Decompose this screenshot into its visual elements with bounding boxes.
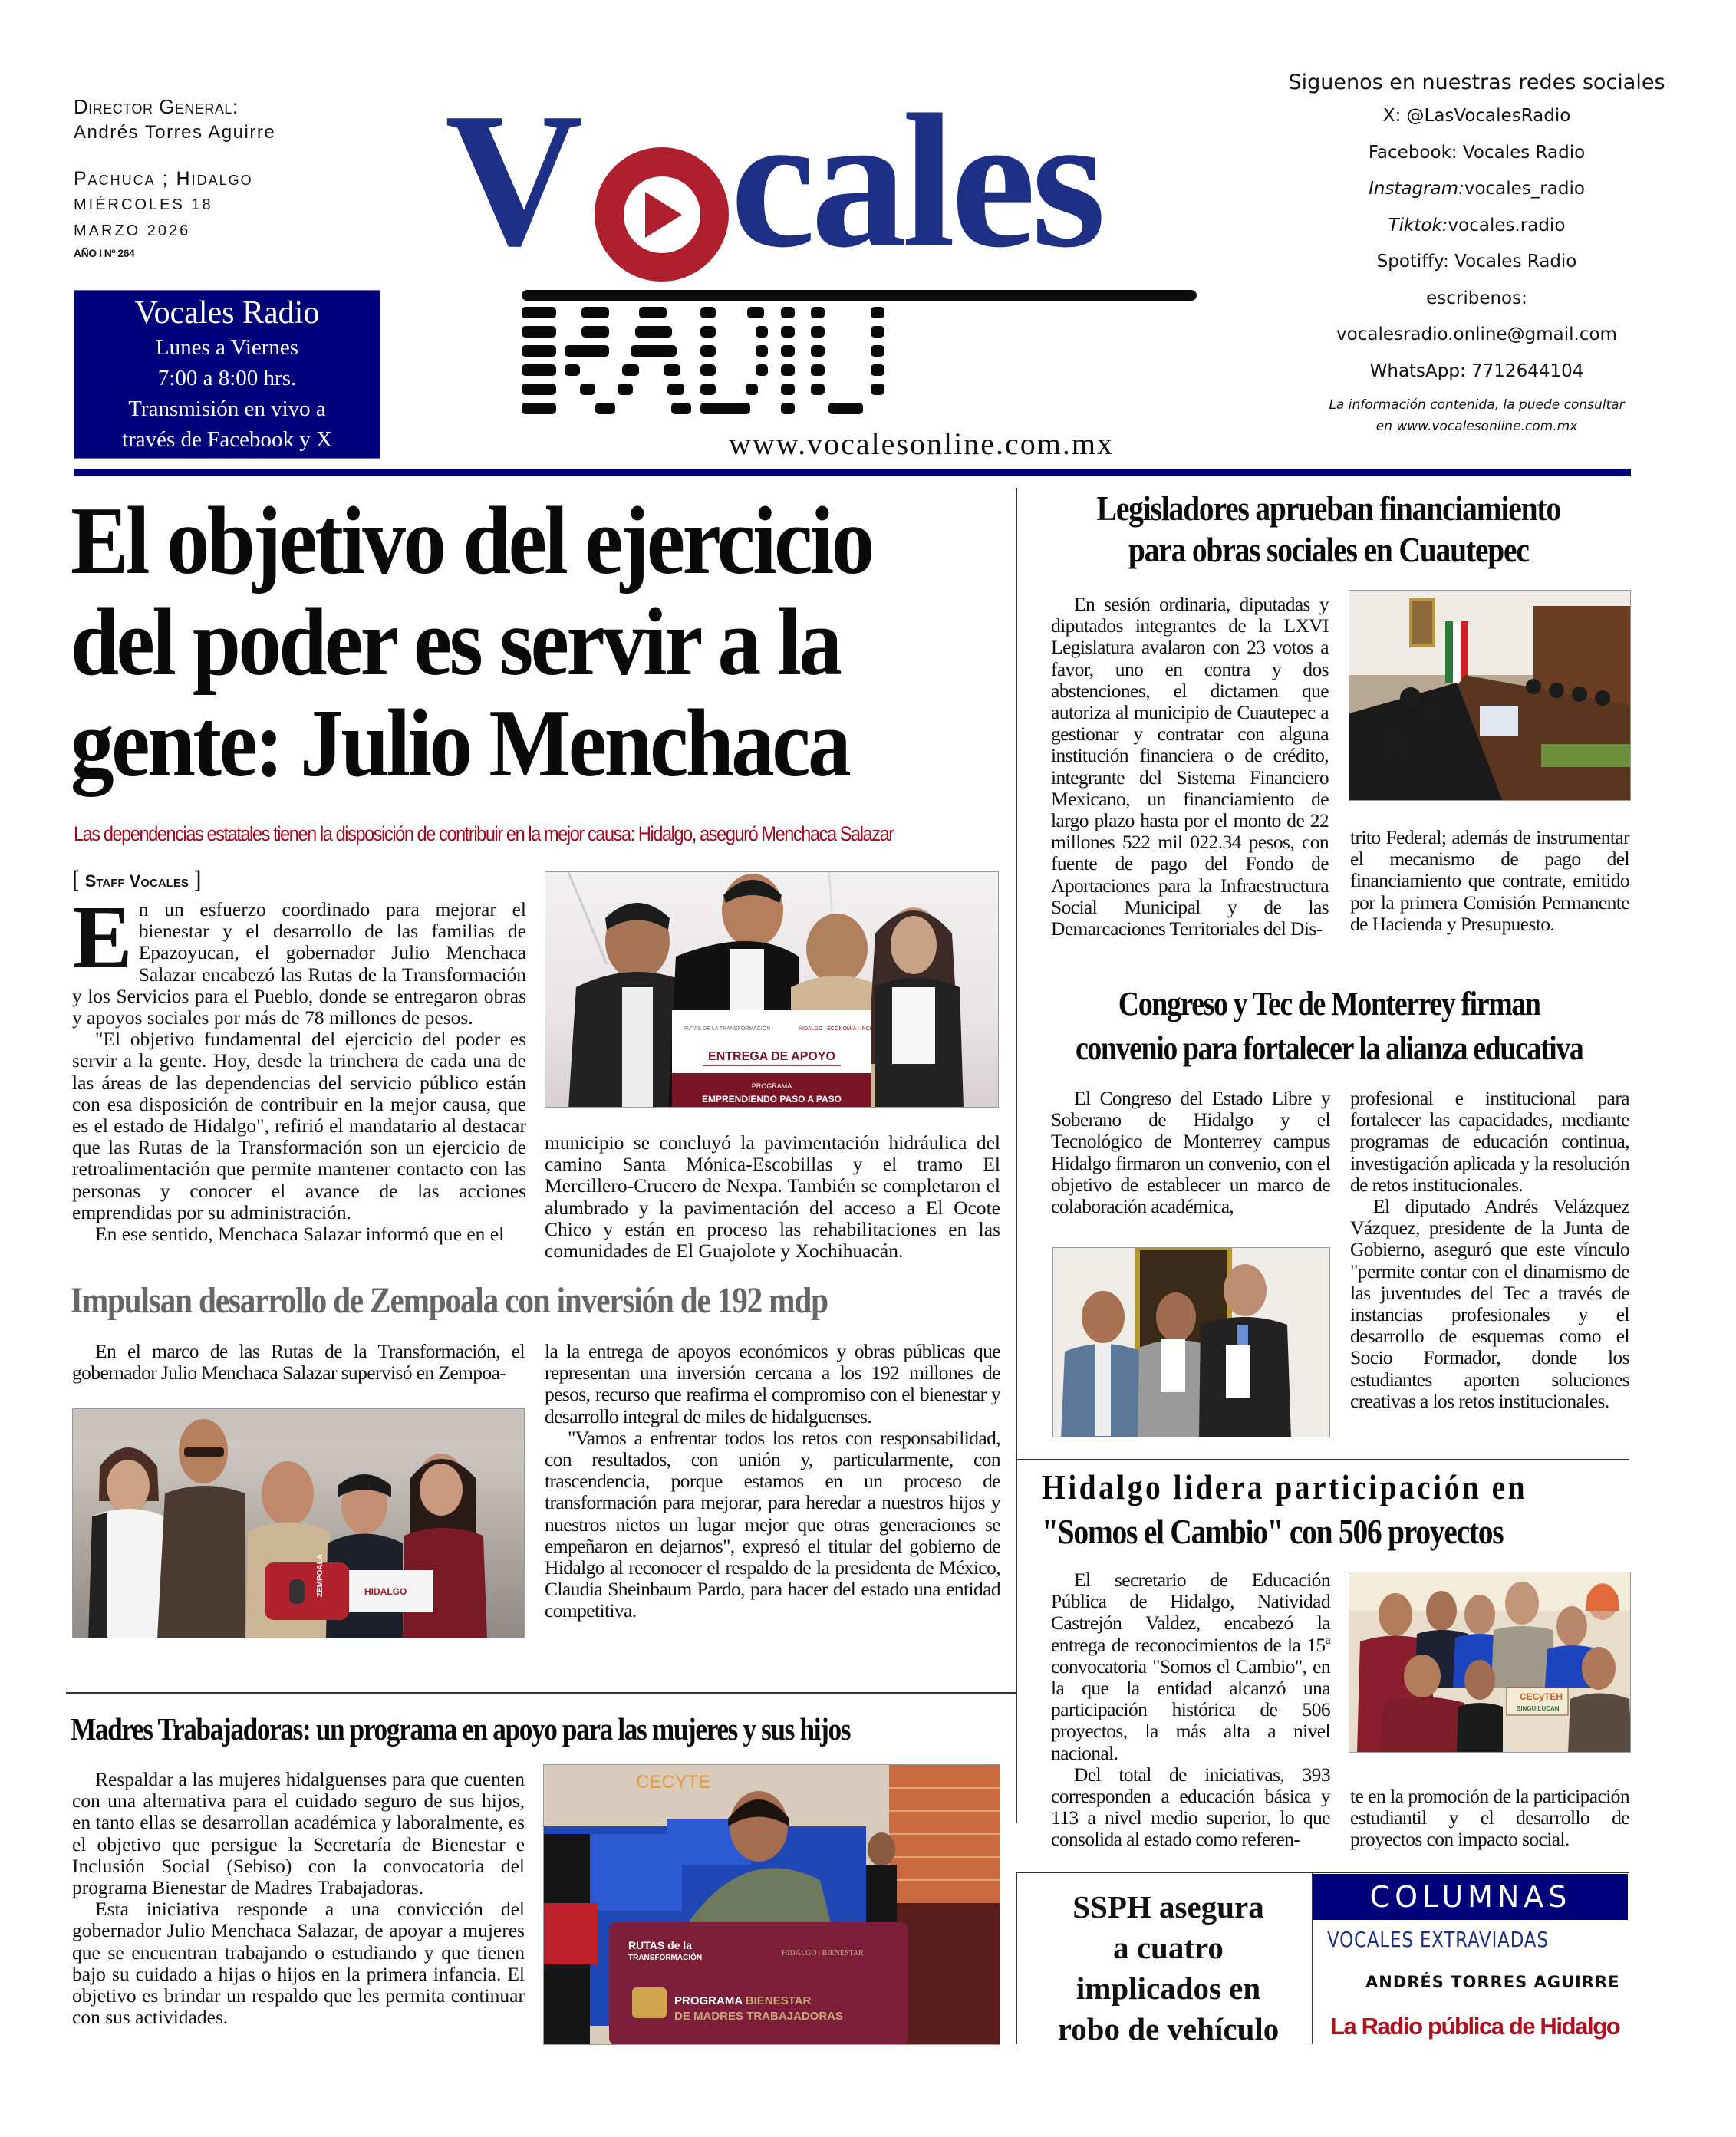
section-divider [1016, 1872, 1629, 1873]
svg-text:DE MADRES TRABAJADORAS: DE MADRES TRABAJADORAS [674, 2010, 844, 2023]
byline: [ Staff Vocales ] [72, 867, 202, 892]
social-x[interactable]: X: @LasVocalesRadio [1382, 106, 1571, 126]
radio-box-live-1: Transmisión en vivo a [128, 397, 326, 421]
svg-text:RUTAS de la: RUTAS de la [628, 1939, 692, 1951]
main-story-col1: En un esfuerzo coordinado para mejorar el bienestar y el desarrollo de las familias de Epazoyucan, el gobernador Julio Menchaca Salazar encabezó las Rutas de la Transformación y los Servicios para el Pueblo, donde se entregaron obras y apoyos sociales por más de 78 millones de pesos. "El objetivo fundamental del ejercicio del poder es servir a la gente. Hoy, desde la trinchera de cada una de las áreas de las dependencias del servicio público están con esa disposición de contribuir en la mejor causa, que es el estado de Hidalgo", refirió el mandatario al destacar que las Rutas de la Transformación son un ejercicio de retroalimentación que permite mantener contacto con las personas y conocer el avance de las acciones emprendidas por su administración. En ese sentido, Menchaca Salazar informó que en el [72, 887, 526, 1246]
svg-text:RUTAS DE LA TRANSFORMACIÓN: RUTAS DE LA TRANSFORMACIÓN [684, 1026, 771, 1032]
section-divider [1016, 1459, 1629, 1460]
issue-number: AÑO I Nº 264 [74, 247, 135, 259]
photo-legislatura-sesion [1349, 590, 1631, 801]
somos-headline[interactable]: Hidalgo lidera participación en "Somos el Cambio" con 506 proyectos [1042, 1467, 1528, 1551]
director-label: Director General: [74, 95, 239, 118]
svg-text:CECYTE: CECYTE [636, 1772, 711, 1793]
photo-somos-el-cambio [1349, 1572, 1631, 1753]
dropcap: E [72, 887, 133, 987]
social-spotify[interactable]: Spotiffy: Vocales Radio [1376, 252, 1577, 272]
svg-text:ENTREGA DE APOYO: ENTREGA DE APOYO [708, 1050, 835, 1063]
social-tiktok[interactable]: Tiktok:vocales.radio [1388, 215, 1566, 235]
column-author: ANDRÉS TORRES AGUIRRE [1365, 1973, 1620, 1991]
main-story-col2: municipio se concluyó la pavimentación hidráulica del camino Santa Mónica-Escobillas y el tramo El Mercillero-Crucero de Nexpa. También se completaron el alumbrado y la pavimentación del acceso a El Ocote Chico y están en proceso las rehabilitaciones en las comunidades de El Guajolote y Xochihuacán. [545, 1131, 1000, 1263]
zempoala-col2: la la entrega de apoyos económicos y obras públicas que representan una inversión cercana a los 192 millones de pesos, recurso que reafirma el compromiso con el bienestar y desarrollo integral de miles de hidalguenses. "Vamos a enfrentar todos los retos con responsabilidad, con resultados, con unión y, particularmente, con trascendencia, porque estamos en un proceso de transformación para mejorar, para heredar a nuestros hijos y nuestros nietos un lugar mejor que otras generaciones se empeñaron en dejarnos", expresó el titular del gobierno de Hidalgo al reconocer el respaldo de la presidenta de México, Claudia Sheinbaum Pardo, para hacer del estado una entidad competitiva. [545, 1340, 1000, 1622]
svg-text:ZEMPOALA: ZEMPOALA [316, 1553, 324, 1597]
radio-box-days: Lunes a Viernes [155, 335, 299, 360]
somos-col2: te en la promoción de la participación estudiantil y el desarrollo de proyectos con impacto social. [1350, 1785, 1629, 1851]
photo-zempoala [72, 1408, 525, 1638]
social-instagram[interactable]: Instagram:vocales_radio [1369, 179, 1585, 199]
info-note-url[interactable]: www.vocalesonline.com.mx [1396, 419, 1578, 434]
svg-text:CECyTEH: CECyTEH [1520, 1691, 1563, 1702]
logo-radio-dotmatrix [522, 307, 1258, 422]
svg-text:TRANSFORMACIÓN: TRANSFORMACIÓN [628, 1954, 703, 1962]
madres-body: Respaldar a las mujeres hidalguenses para que cuenten con una alternativa para el cuidado seguro de sus hijos, en tanto ellas se desarrollan académica y laboralmente, es el objetivo que persigue la Secretaría de Bienestar e Inclusión Social (Sebiso) con la convocatoria del programa Bienestar de Madres Trabajadoras. Esta iniciativa responde a una convicción del gobernador Julio Menchaca Salazar, de apoyar a mujeres que se encuentran trabajando o estudiando y que tienen bajo su cuidado a hijas o hijos en la primera infancia. El objetivo es brindar un respaldo que les permita continuar con sus actividades. [72, 1768, 525, 2029]
tec-col1: El Congreso del Estado Libre y Soberano de Hidalgo y el Tecnológico de Monterrey campus Hidalgo firmaron un convenio, con el objetivo de establecer un marco de colaboración académica, [1051, 1087, 1330, 1218]
photo-madres-trabajadoras [543, 1764, 1000, 2045]
logo-divider [522, 290, 1197, 301]
radio-box-live-2: través de Facebook y X [122, 427, 332, 452]
logo-word-rest: cales [730, 75, 1102, 288]
social-facebook[interactable]: Facebook: Vocales Radio [1368, 142, 1586, 163]
social-heading: Siguenos en nuestras redes sociales [1288, 71, 1665, 94]
masthead-divider [74, 469, 1631, 476]
zempoala-headline[interactable]: Impulsan desarrollo de Zempoala con inversión de 192 mdp [71, 1280, 828, 1321]
social-media-block [1273, 68, 1680, 437]
photo-entrega-apoyo [545, 871, 999, 1108]
tec-headline[interactable]: Congreso y Tec de Monterrey firman convenio para fortalecer la alianza educativa [1075, 985, 1583, 1067]
svg-text:PROGRAMA BIENESTAR: PROGRAMA BIENESTAR [674, 1994, 812, 2007]
tec-col2: profesional e institucional para fortalecer las capacidades, mediante programas de educación continua, investigación aplicada y la resolución de retos institucionales. El diputado Andrés Velázquez Vázquez, presidente de la Junta de Gobierno, aseguró que este vínculo "permite contar con el dinamismo de las juventudes del Tec a través de instancias profesionales y el desarrollo de esquemas como el Socio Formador, donde los estudiantes aporten soluciones creativas a los retos institucionales. [1350, 1087, 1629, 1412]
svg-text:HIDALGO | ECONOMÍA | INCE: HIDALGO | ECONOMÍA | INCE [799, 1026, 874, 1032]
masthead-info [74, 94, 380, 259]
cuautepec-headline[interactable]: Legisladores aprueban financiamiento para obras sociales en Cuautepec [1096, 489, 1560, 569]
main-headline[interactable]: El objetivo del ejercicio del poder es servir a la gente: Julio Menchaca [71, 488, 872, 797]
column-vocales-extraviadas[interactable]: VOCALES EXTRAVIADAS [1327, 1927, 1549, 1952]
svg-text:EMPRENDIENDO PASO A PASO: EMPRENDIENDO PASO A PASO [701, 1094, 842, 1105]
radio-box-time: 7:00 a 8:00 hrs. [157, 366, 297, 390]
svg-text:HIDALGO | BIENESTAR: HIDALGO | BIENESTAR [782, 1949, 864, 1958]
zempoala-col1: En el marco de las Rutas de la Transformación, el gobernador Julio Menchaca Salazar supervisó en Zempoa- [72, 1340, 525, 1385]
cuautepec-col1: En sesión ordinaria, diputadas y diputados integrantes de la LXVI Legislatura avalaron con 23 votos a favor, uno en contra y dos abstenciones, el dictamen que autoriza al municipio de Cuautepec a gestionar y contratar con alguna institución financiera o de crédito, integrante del Sistema Financiero Mexicano, un financiamiento de largo plazo hasta por el monto de 22 millones 522 mil 022.34 pesos, con fuente de pago del Fondo de Aportaciones para la Infraestructura Social Municipal y de las Demarcaciones Territoriales del Dis- [1051, 593, 1329, 940]
cuautepec-col2: trito Federal; además de instrumentar el mecanismo de pago del financiamiento que contrate, emitido por la primera Comisión Permanente de Hacienda y Presupuesto. [1350, 826, 1629, 935]
madres-headline[interactable]: Madres Trabajadoras: un programa en apoyo para las mujeres y sus hijos [71, 1711, 851, 1747]
logo-url[interactable]: www.vocalesonline.com.mx [729, 426, 1114, 461]
column-divider-vertical [1016, 1872, 1017, 2044]
vocales-radio-logo[interactable] [445, 74, 1250, 468]
svg-text:SINGUILUCAN: SINGUILUCAN [1517, 1705, 1560, 1712]
main-subhead: Las dependencias estatales tienen la disposición de contribuir en la mejor causa: Hidalgo, aseguró Menchaca Salazar [74, 822, 894, 845]
somos-col1: El secretario de Educación Pública de Hidalgo, Natividad Castrejón Valdez, encabezó la entrega de reconocimientos de la 15ª convocatoria "Somos el Cambio", en la que la entidad alcanzó una participación histórica de 506 proyectos, la más alta a nivel nacional. Del total de iniciativas, 393 corresponden a educación básica y 113 a nivel medio superior, lo que consolida al estado como referen- [1051, 1569, 1330, 1851]
radio-schedule-box [74, 290, 380, 459]
date-month-year: MARZO 2026 [74, 222, 191, 239]
logo-letter-v: V [445, 74, 579, 286]
svg-text:PROGRAMA: PROGRAMA [751, 1082, 792, 1090]
radio-box-title: Vocales Radio [134, 295, 320, 331]
radio-slogan: La Radio pública de Hidalgo [1330, 2013, 1620, 2040]
city-label: Pachuca ; Hidalgo [74, 168, 253, 189]
section-divider [66, 1692, 1017, 1694]
column-divider-vertical [1016, 488, 1017, 1823]
svg-text:HIDALGO: HIDALGO [364, 1586, 407, 1597]
play-circle-icon [595, 147, 729, 282]
ssph-headline[interactable]: SSPH asegura a cuatro implicados en robo de vehículo [1057, 1889, 1280, 2046]
photo-firma-convenio [1052, 1247, 1330, 1437]
contact-email[interactable]: vocalesradio.online@gmail.com [1336, 324, 1617, 344]
date-weekday: MIÉRCOLES 18 [74, 196, 213, 213]
contact-whatsapp[interactable]: WhatsApp: 7712644104 [1369, 361, 1584, 381]
columnas-header: COLUMNAS [1313, 1874, 1628, 1920]
info-note: La información contenida, la puede consultar en www.vocalesonline.com.mx [1329, 397, 1625, 434]
write-label: escribenos: [1426, 288, 1527, 308]
director-name: Andrés Torres Aguirre [74, 122, 276, 143]
